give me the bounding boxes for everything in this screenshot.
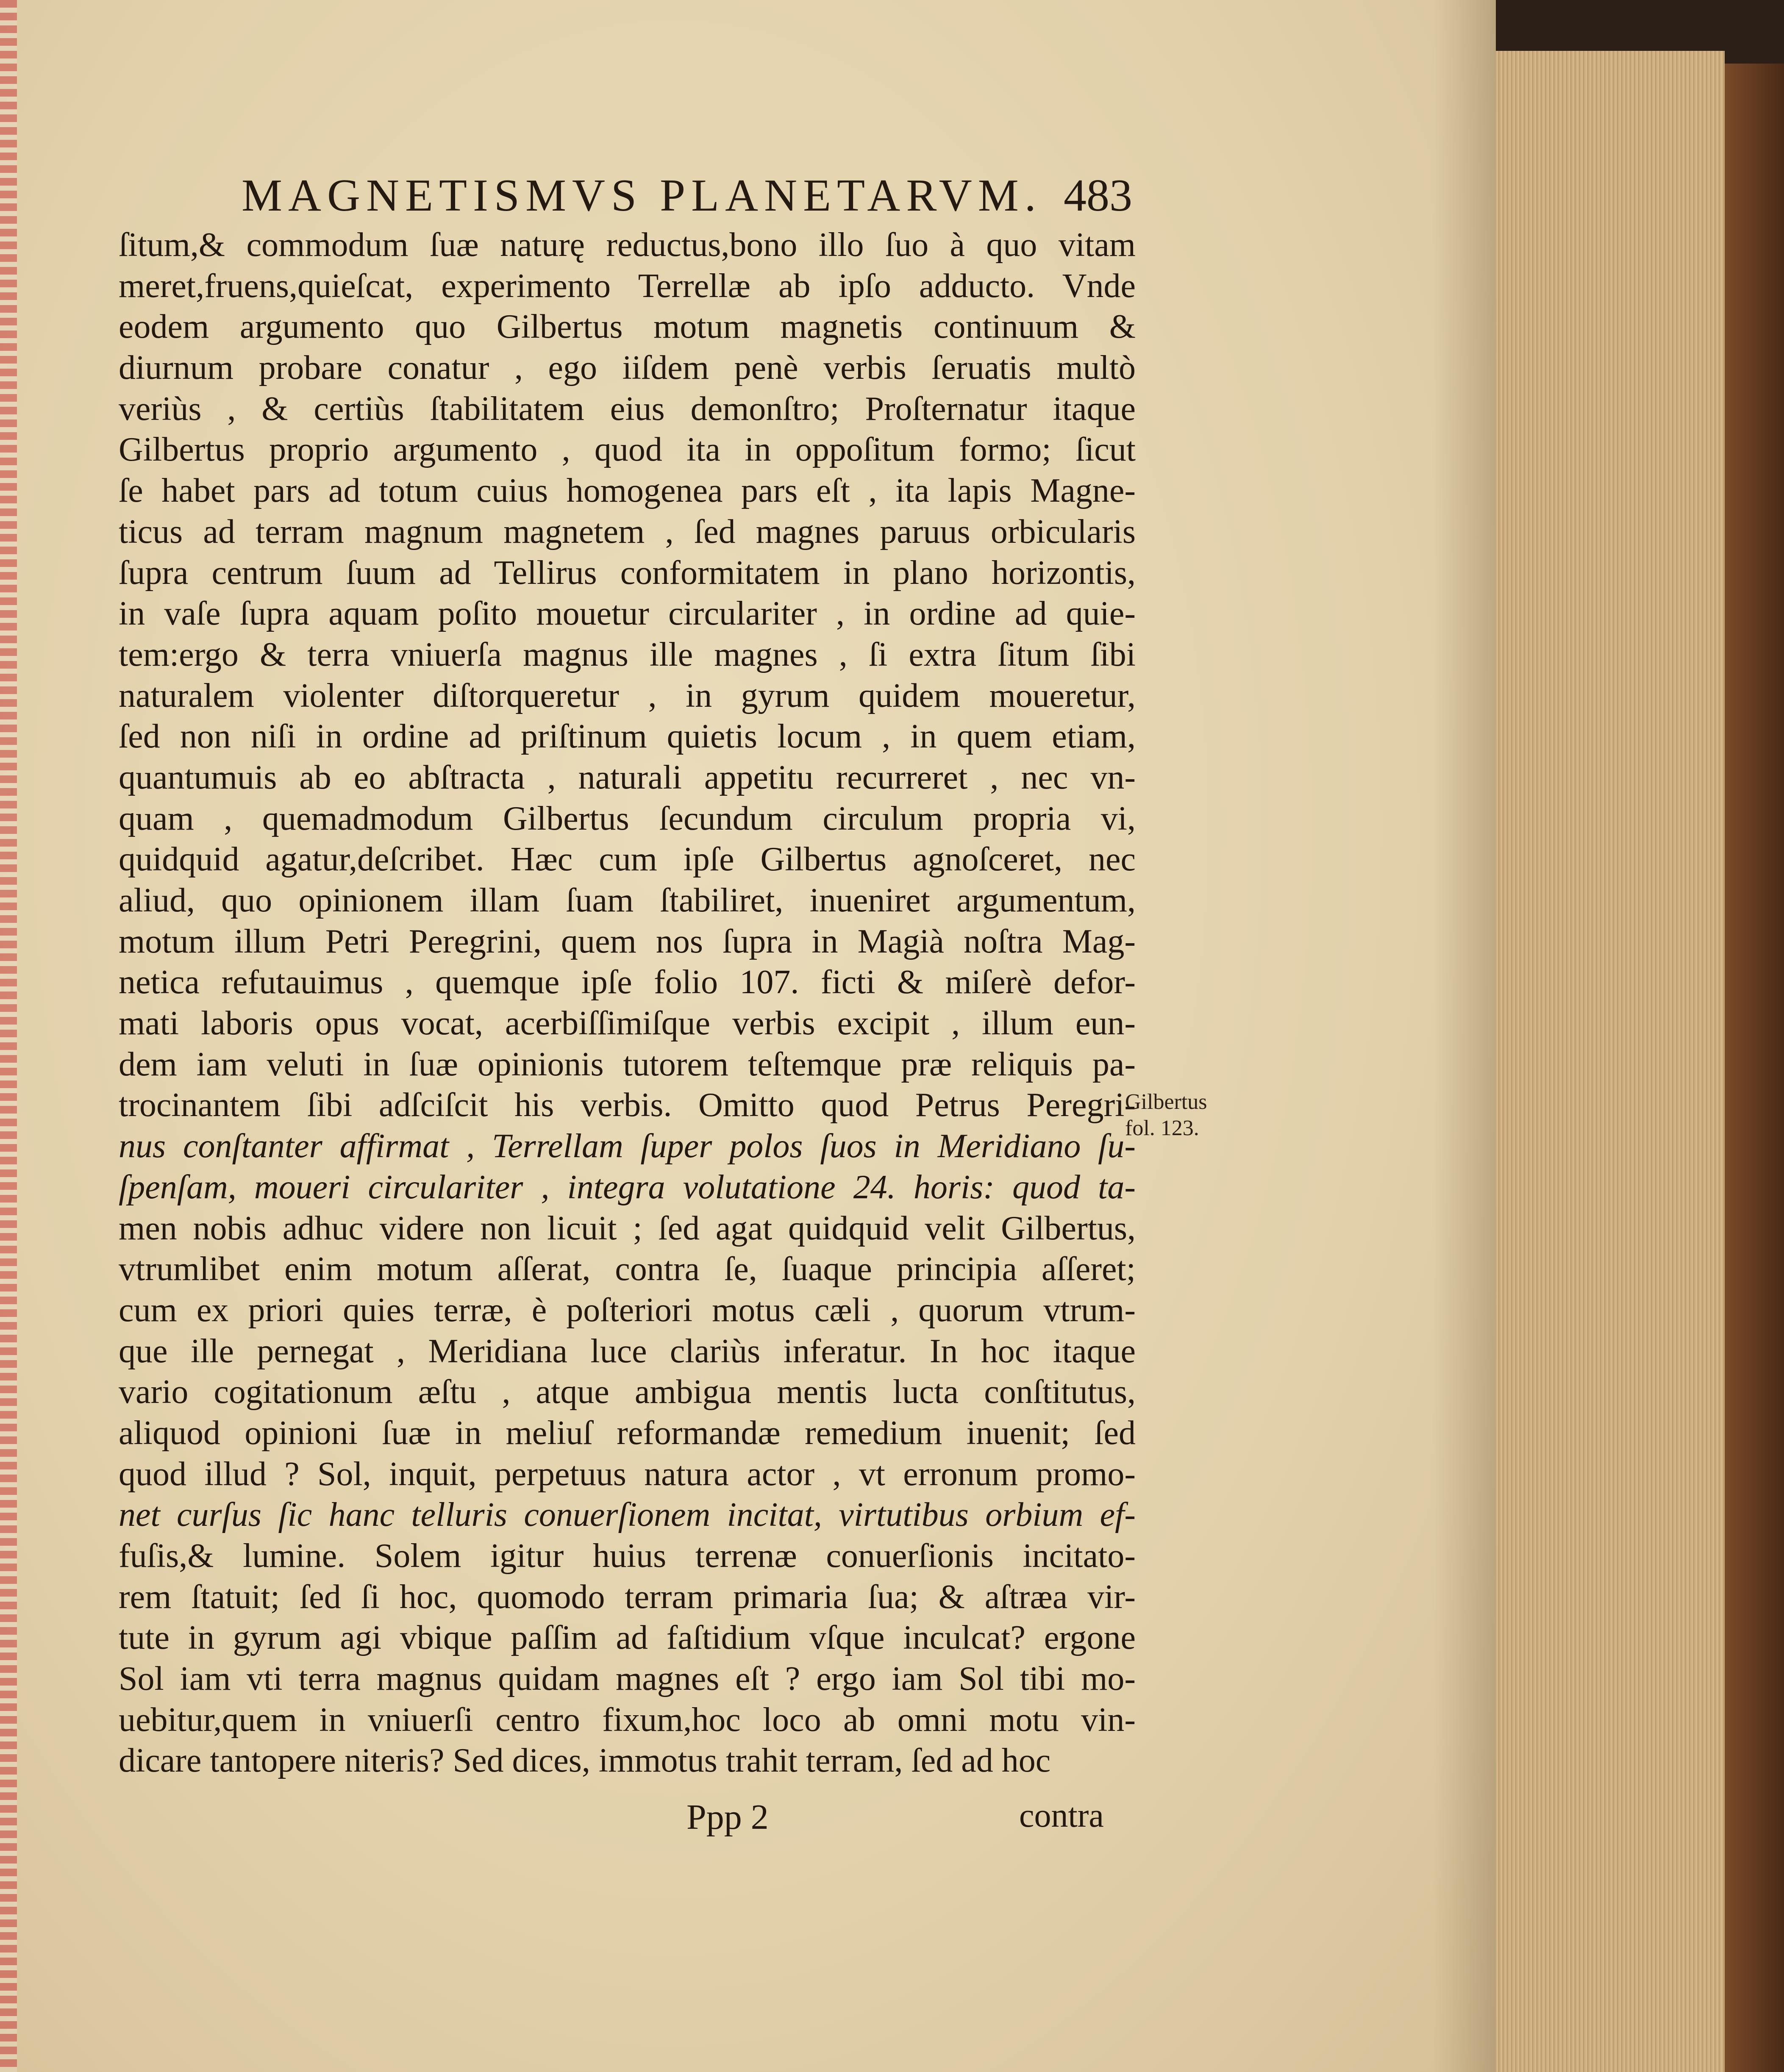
text-line: ticus ad terram magnum magnetem , ſed magnes paruus orbicularis bbox=[119, 513, 1136, 550]
text-line: cum ex priori quies terræ, è poſteriori motus cæli , quorum vtrum- bbox=[119, 1291, 1136, 1329]
margin-note-line: fol. 123. bbox=[1125, 1116, 1199, 1140]
book-cover bbox=[1725, 64, 1784, 2072]
page-number: 483 bbox=[1064, 170, 1132, 221]
catchword: contra bbox=[1019, 1797, 1104, 1834]
text-line: trocinantem ſibi adſciſcit his verbis. Omitto quod Petrus Peregri- bbox=[119, 1086, 1136, 1124]
text-line: naturalem violenter diſtorqueretur , in gyrum quidem moueretur, bbox=[119, 677, 1136, 714]
text-line: ſitum,& commodum ſuæ naturę reductus,bono illo ſuo à quo vitam bbox=[119, 226, 1136, 264]
text-line: fuſis,& lumine. Solem igitur huius terrenæ conuerſionis incitato- bbox=[119, 1537, 1136, 1575]
text-line: tem:ergo & terra vniuerſa magnus ille magnes , ſi extra ſitum ſibi bbox=[119, 636, 1136, 673]
body-text bbox=[119, 225, 1136, 1781]
text-line: quod illud ? Sol, inquit, perpetuus natura actor , vt erronum promo- bbox=[119, 1455, 1136, 1493]
running-title: MAGNETISMVS PLANETARVM. bbox=[242, 170, 1042, 221]
text-line: quantumuis ab eo abſtracta , naturali appetitu recurreret , nec vn- bbox=[119, 758, 1136, 796]
text-line: ſpenſam, moueri circulariter , integra volutatione 24. horis: quod ta- bbox=[119, 1168, 1136, 1206]
text-line: in vaſe ſupra aquam poſito mouetur circulariter , in ordine ad quie- bbox=[119, 595, 1136, 633]
text-line: eodem argumento quo Gilbertus motum magnetis continuum & bbox=[119, 308, 1136, 346]
binding-strip bbox=[0, 0, 17, 2072]
text-line: ſe habet pars ad totum cuius homogenea pars eſt , ita lapis Magne- bbox=[119, 472, 1136, 510]
gutter-shadow bbox=[1432, 0, 1496, 2072]
text-line: quam , quemadmodum Gilbertus ſecundum circulum propria vi, bbox=[119, 800, 1136, 837]
text-line: uebitur,quem in vniuerſi centro fixum,hoc loco ab omni motu vin- bbox=[119, 1701, 1136, 1739]
text-line: mati laboris opus vocat, acerbiſſimiſque verbis excipit , illum eun- bbox=[119, 1005, 1136, 1042]
text-line: dem iam veluti in ſuæ opinionis tutorem teſtemque præ reliquis pa- bbox=[119, 1045, 1136, 1083]
text-line: men nobis adhuc videre non licuit ; ſed agat quidquid velit Gilbertus, bbox=[119, 1209, 1136, 1247]
page-header bbox=[0, 161, 1496, 229]
text-line: aliquod opinioni ſuæ in meliuſ reformandæ remedium inuenit; ſed bbox=[119, 1414, 1136, 1452]
text-line: que ille pernegat , Meridiana luce clariùs inferatur. In hoc itaque bbox=[119, 1332, 1136, 1370]
text-line: netica refutauimus , quemque ipſe folio 107. ficti & miſerè defor- bbox=[119, 964, 1136, 1001]
text-line: diurnum probare conatur , ego iiſdem penè verbis ſeruatis multò bbox=[119, 349, 1136, 387]
text-line: net curſus ſic hanc telluris conuerſionem incitat, virtutibus orbium ef- bbox=[119, 1496, 1136, 1534]
text-line: Sol iam vti terra magnus quidam magnes eſt ? ergo iam Sol tibi mo- bbox=[119, 1660, 1136, 1698]
page-footer bbox=[0, 1797, 1496, 1847]
text-line: aliud, quo opinionem illam ſuam ſtabiliret, inueniret argumentum, bbox=[119, 882, 1136, 919]
text-line: vtrumlibet enim motum aſſerat, contra ſe, ſuaque principia aſſeret; bbox=[119, 1250, 1136, 1288]
signature-mark: Ppp 2 bbox=[686, 1797, 769, 1837]
text-line: vario cogitationum æſtu , atque ambigua mentis lucta conſtitutus, bbox=[119, 1373, 1136, 1411]
text-line: veriùs , & certiùs ſtabilitatem eius demonſtro; Proſternatur itaque bbox=[119, 390, 1136, 428]
text-line: quidquid agatur,deſcribet. Hæc cum ipſe Gilbertus agnoſceret, nec bbox=[119, 841, 1136, 878]
text-line: rem ſtatuit; ſed ſi hoc, quomodo terram primaria ſua; & aſtræa vir- bbox=[119, 1578, 1136, 1616]
text-line: meret,fruens,quieſcat, experimento Terrellæ ab ipſo adducto. Vnde bbox=[119, 267, 1136, 305]
text-line: ſed non niſi in ordine ad priſtinum quietis locum , in quem etiam, bbox=[119, 718, 1136, 755]
margin-note-line: Gilbertus bbox=[1125, 1090, 1207, 1114]
margin-note bbox=[1125, 1089, 1252, 1142]
text-line: motum illum Petri Peregrini, quem nos ſupra in Magià noſtra Mag- bbox=[119, 922, 1136, 960]
text-line: ſupra centrum ſuum ad Tellirus conformitatem in plano horizontis, bbox=[119, 554, 1136, 592]
text-line: dicare tantopere niteris? Sed dices, immotus trahit terram, ſed ad hoc bbox=[119, 1742, 1051, 1780]
text-line: nus conſtanter affirmat , Terrellam ſuper polos ſuos in Meridiano ſu- bbox=[119, 1128, 1136, 1165]
text-line: tute in gyrum agi vbique paſſim ad faſtidium vſque inculcat? ergone bbox=[119, 1619, 1136, 1657]
text-line: Gilbertus proprio argumento , quod ita in oppoſitum formo; ſicut bbox=[119, 431, 1136, 469]
page-edges bbox=[1496, 51, 1725, 2072]
